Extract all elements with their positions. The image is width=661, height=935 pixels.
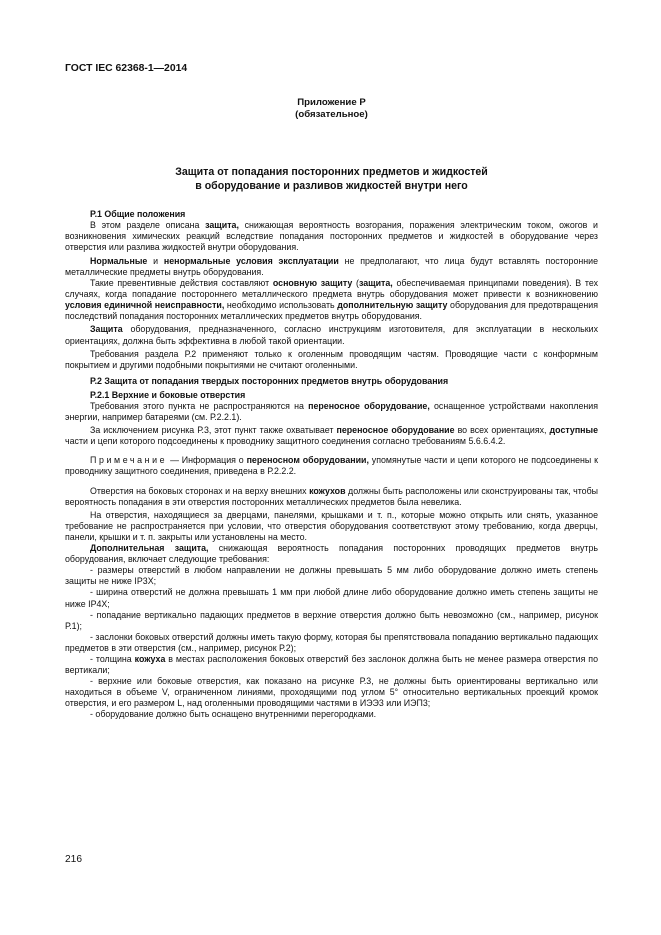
text-run: и [147,255,164,266]
bold-term: Нормальные [90,255,148,266]
text-run: - заслонки боковых отверстий должны иметь такую форму, которая бы препятствовала попаданию вертикально падающих предметов в эти отверстия (см., например, рисунок Р.2); [65,631,598,653]
main-title [65,166,598,193]
bold-term: переносное оборудование, [308,400,430,411]
text-run: части и цепи которого подсоединены к проводнику защитного соединения согласно требованиям 5.6.6.4.2. [65,436,506,447]
text-run: обеспечиваемая принципами поведения). В тех случаях, когда попадание постороннего металлического предмета внутрь оборудования может привести к возникновению [65,277,598,299]
appendix-title: Приложение Р [297,97,366,108]
text-run: Р.1 Общие положения [90,209,186,219]
text-run: снижающая вероятность попадания посторонних проводящих предметов внутрь оборудования, включает следующие требования: [65,543,598,565]
body-paragraph [65,425,598,447]
text-run: В этом разделе описана [90,220,206,231]
body-paragraph [65,676,598,709]
body-paragraph [65,654,598,676]
text-run: - попадание вертикально падающих предметов в верхние отверстия должно быть невозможно (см., например, рисунок Р.1); [65,609,598,631]
text-run: оборудования, предназначенного, согласно инструкциям изготовителя, для эксплуатации в нескольких ориентациях, должна быть эффективна в любой такой ориентации. [65,324,598,346]
section-heading-p1 [65,209,598,220]
bold-term: кожуха [134,653,166,664]
section-heading-p2 [65,376,598,387]
text-run: Требования раздела Р.2 применяют только к оголенным проводящим частям. Проводящие части с конформным покрытием и другими подобными покрытиями не считают оголенными. [65,349,598,371]
text-run: - верхние или боковые отверстия, как показано на рисунке Р.3, не должны быть ориентированы вертикально или находиться в объеме V, ограниченном линиями, проходящими под углом 5° относительно вертикальных проекций кромок отверстия, и его размером L, над оголенными проводящими частями в ИЭЭ3 или ИЭП3; [65,675,598,708]
body-paragraph [65,401,598,423]
bold-term: кожухов [309,485,346,496]
bold-term: переносное оборудование [336,425,455,436]
text-run: упомянутые части и цепи которого не подсоединены к проводнику защитного соединения, приведена в Р.2.2.2. [65,455,598,477]
text-run: Р.2.1 Верхние и боковые отверстия [90,389,246,400]
text-run: - толщина [90,653,135,664]
text-run: - размеры отверстий в любом направлении не должны превышать 5 мм либо оборудование должно иметь степень защиты не ниже IP3X; [65,565,598,587]
body-paragraph [65,349,598,371]
body-content [65,209,598,720]
body-paragraph [65,324,598,346]
note-label: Примечание [90,455,168,466]
bold-term: Защита [90,324,123,335]
text-run: оснащенное устройствами накопления энергии, например батареями (см. Р.2.2.1). [65,400,598,422]
text-run: Р.2 Защита от попадания твердых посторонних предметов внутрь оборудования [90,376,449,387]
body-paragraph [65,587,598,609]
page-number: 216 [65,854,82,865]
body-paragraph [65,632,598,654]
body-paragraph [65,709,598,720]
body-paragraph [65,278,598,322]
text-run: Такие превентивные действия составляют [90,277,273,288]
appendix-heading [65,97,598,121]
main-title-line-2: в оборудование и разливов жидкостей внутри него [195,179,468,192]
text-run: На отверстия, находящиеся за дверцами, панелями, крышками и т. п., которые можно открыть или снять, указанное требование не распространяется при условии, что отверстия оборудования соответствуют этому требованию, когда дверцы, панели, крышки и т. п. закрыты или установлены на место. [65,510,598,543]
text-run: снижающая вероятность возгорания, поражения электрическим током, ожогов и возникновения химических реакций вследствие попадания посторонних предметов и жидкостей в оборудование через отверстия или разлива жидкостей внутри оборудования. [65,220,598,253]
section-heading-p21 [65,390,598,401]
text-run: во всех ориентациях, [454,425,550,436]
text-run: За исключением рисунка Р.3, этот пункт также охватывает [90,425,337,436]
bold-term: условия единичной неисправности, [65,299,225,310]
text-run: Требования этого пункта не распространяются на [90,400,309,411]
bold-term: основную защиту [272,277,353,288]
body-paragraph [65,220,598,253]
appendix-type: (обязательное) [295,109,368,120]
text-run: - оборудование должно быть оснащено внутренними перегородками. [90,708,377,719]
text-run: — Информация о [167,455,247,466]
text-run: в местах расположения боковых отверстий без заслонок должна быть не менее размера отверстия по вертикали; [65,653,599,675]
body-paragraph [65,565,598,587]
bold-term: защита, [358,277,393,288]
bold-term: Дополнительная защита, [90,543,209,554]
text-run: не предполагают, что лица будут вставлять посторонние металлические предметы внутрь оборудования. [65,255,598,277]
bold-term: переносном оборудовании, [246,455,369,466]
body-paragraph [65,610,598,632]
bold-term: защита, [205,220,239,231]
body-paragraph [65,543,598,565]
text-run: ( [352,277,359,288]
body-paragraph [65,510,598,543]
bold-term: дополнительную защиту [337,299,448,310]
text-run: - ширина отверстий не должна превышать 1 мм при любой длине либо оборудование должно иметь степень защиты не ниже IP4X; [65,587,598,609]
text-run: Отверстия на боковых сторонах и на верху внешних [90,485,310,496]
document-code: ГОСТ IEC 62368-1—2014 [65,63,188,74]
text-run: должны быть расположены или сконструированы так, чтобы вероятность попадания в эти отверстия посторонних металлических предметов была невелика. [65,485,599,507]
text-run: необходимо использовать [224,299,338,310]
note-paragraph [65,455,598,477]
text-run: оборудования для предотвращения последствий попадания посторонних металлических предметов внутрь оборудования. [65,299,598,321]
body-paragraph [65,256,598,278]
bold-term: доступные [549,425,598,436]
body-paragraph [65,486,598,508]
bold-term: ненормальные условия эксплуатации [163,255,339,266]
main-title-line-1: Защита от попадания посторонних предметов и жидкостей [175,166,488,178]
